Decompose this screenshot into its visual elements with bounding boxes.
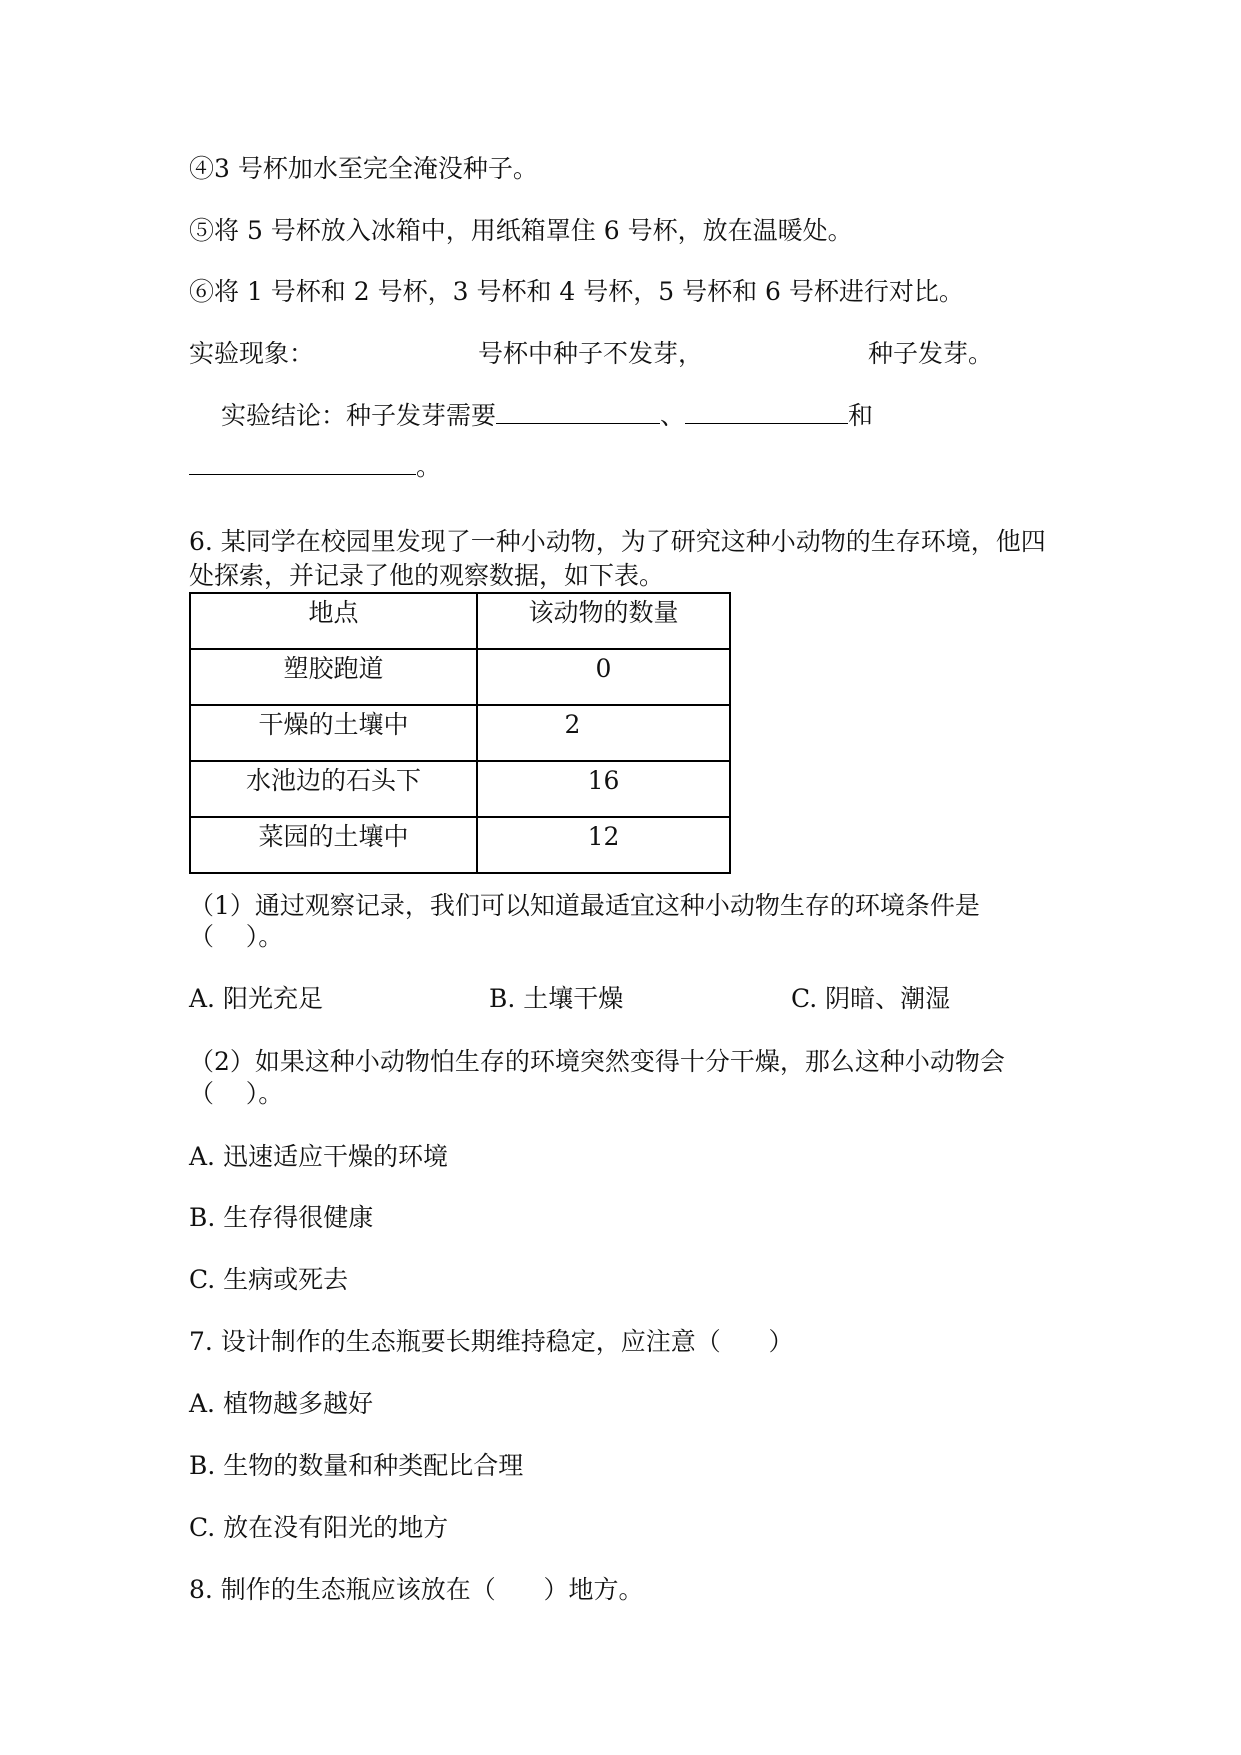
table-cell-place: 水池边的石头下 <box>190 761 477 817</box>
q7-stem: 7. 设计制作的生态瓶要长期维持稳定，应注意（ ） <box>189 1327 794 1356</box>
q6-sub1-stem-line-1: （1）通过观察记录，我们可以知道最适宜这种小动物生存的环境条件是 <box>189 891 980 920</box>
table-cell-place: 干燥的土壤中 <box>190 705 477 761</box>
phenomenon-label: 实验现象： <box>189 339 315 368</box>
table-row <box>190 705 730 761</box>
phenomenon-part-1: 号杯中种子不发芽， <box>478 339 704 368</box>
table-row <box>190 761 730 817</box>
q7-option-c: C. 放在没有阳光的地方 <box>189 1513 449 1542</box>
table-row <box>190 649 730 705</box>
q8-stem: 8. 制作的生态瓶应该放在（ ）地方。 <box>189 1575 644 1604</box>
q6-sub2-stem-line-2: （ ）。 <box>189 1079 284 1108</box>
q6-sub2-option-b: B. 生存得很健康 <box>189 1203 374 1232</box>
q6-sub2-stem-line-1: （2）如果这种小动物怕生存的环境突然变得十分干燥，那么这种小动物会 <box>189 1047 1005 1076</box>
table-cell-place: 菜园的土壤中 <box>190 817 477 873</box>
table-cell-count: 12 <box>477 817 730 873</box>
q6-sub1-option-b: B. 土壤干燥 <box>489 984 624 1013</box>
q6-sub1-option-c: C. 阴暗、潮湿 <box>791 984 951 1013</box>
conclusion-separator: 、 <box>660 401 686 430</box>
q6-sub2-option-a: A. 迅速适应干燥的环境 <box>189 1142 448 1171</box>
phenomenon-part-2: 种子发芽。 <box>868 339 994 368</box>
observation-table <box>189 592 731 874</box>
experiment-step-5: ⑤将 5 号杯放入冰箱中，用纸箱罩住 6 号杯，放在温暖处。 <box>189 216 853 245</box>
experiment-step-4: ④3 号杯加水至完全淹没种子。 <box>189 154 538 183</box>
q6-stem-line-2: 处探索，并记录了他的观察数据，如下表。 <box>189 561 665 590</box>
conclusion-line-2 <box>189 452 441 482</box>
conclusion-end: 。 <box>416 452 442 481</box>
table-header-place: 地点 <box>190 593 477 649</box>
conclusion-and: 和 <box>848 401 874 430</box>
q7-option-b: B. 生物的数量和种类配比合理 <box>189 1451 524 1480</box>
answer-blank-1 <box>496 403 660 424</box>
experiment-step-6: ⑥将 1 号杯和 2 号杯，3 号杯和 4 号杯，5 号杯和 6 号杯进行对比。 <box>189 277 964 306</box>
table-cell-count: 0 <box>477 649 730 705</box>
table-header-row <box>190 593 730 649</box>
table-header-count: 该动物的数量 <box>477 593 730 649</box>
q6-sub1-option-a: A. 阳光充足 <box>189 984 323 1013</box>
q6-sub2-option-c: C. 生病或死去 <box>189 1265 349 1294</box>
table-cell-place: 塑胶跑道 <box>190 649 477 705</box>
table-row <box>190 817 730 873</box>
answer-blank-3 <box>189 454 416 475</box>
q6-sub1-stem-line-2: （ ）。 <box>189 922 284 951</box>
conclusion-label: 实验结论：种子发芽需要 <box>221 401 497 430</box>
table-cell-count: 16 <box>477 761 730 817</box>
answer-blank-2 <box>685 403 848 424</box>
table-cell-count: 2 <box>477 705 730 761</box>
q6-stem-line-1: 6. 某同学在校园里发现了一种小动物，为了研究这种小动物的生存环境，他四 <box>189 527 1046 556</box>
q7-option-a: A. 植物越多越好 <box>189 1389 373 1418</box>
conclusion-line <box>221 401 873 431</box>
